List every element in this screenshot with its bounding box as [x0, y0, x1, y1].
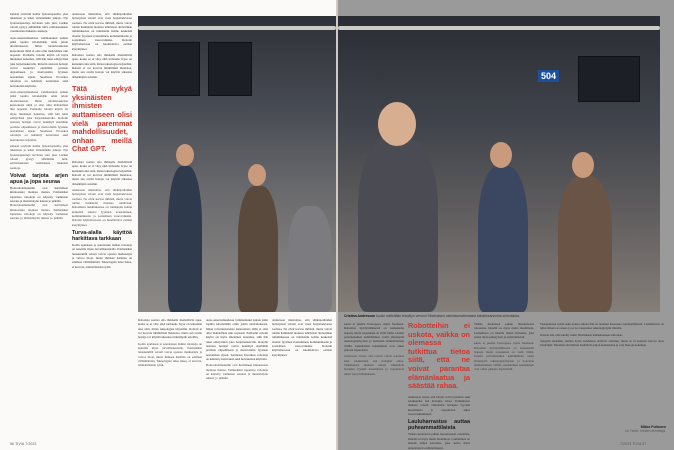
right-column-4	[540, 322, 664, 348]
traveler-figure	[168, 166, 202, 312]
right-col4-quote: Odotan sitä, että tekoäly tekisi Sibeliuksen kahdeksannen sinfonian.	[540, 332, 623, 337]
left-column-1	[10, 12, 68, 221]
traveler-figure-3	[288, 206, 332, 312]
right-column-1	[344, 322, 404, 376]
col2-heading: Turva-alalla käyttöä harkittava tarkkaan	[72, 230, 132, 243]
right-column-2	[408, 322, 470, 450]
left-column-5	[272, 318, 332, 357]
col1-body: Auto-onnettomuudessa vammautunut nainen pääsi lopulta kävelemään omin jaloin uloslaitoksesta. Ilman robottiavusteista kuntoutusta tämä ei olisi ollut mahdollista niin nopeasti. Potilaalle robotin käyttö oli myös mieluinen kokemus, sillä hän tunsi edistyvänsä joka harjoituskerralla. Robotin ansiosta hoitajat voivat keskittyä enemmän potilaan ohjaamiseen ja motivointiin fyysisen nostamisen sijaan. Suomessa Ervonkos robotteja on kehitetty kotiavuksi sekä hoivakotien käyttöön.	[10, 35, 68, 88]
departure-board-right	[578, 56, 640, 102]
left-column-3	[138, 318, 202, 368]
right-col4-tail: Syksyllä tiedetään, kuinka hyvin kahdeksas sinfonia onnistuu, mutta se ei koskaan korvaa aitoa säveltäjää. Tekoälyn sävellykset herättävät paljon keskustelua ja ovat hienoja kokeiluja.	[540, 339, 664, 348]
traveler-figure-2	[238, 186, 278, 312]
cristina-head	[378, 102, 416, 146]
col1-tail-continued: Hoitorobottikokeilut ovat herättäneet kiinnostusta monissa maissa. Esimerkiksi Japanissa robotteja on käytetty vanhusten seurana ja muistelutyön tukena jo pitkään.	[10, 203, 68, 221]
col4-left-body: Auto-onnettomuudessa vammautunut nainen pääsi lopulta kävelemään omin jaloin uloslaitoksesta. Ilman robottiavusteista kuntoutusta tämä ei olisi ollut mahdollista niin nopeasti. Potilaalle robotin käyttö oli myös mieluinen kokemus, sillä hän tunsi edistyvänsä joka harjoituskerralla. Robotin ansiosta hoitajat voivat keskittyä enemmän potilaan ohjaamiseen ja motivointiin fyysisen nostamisen sijaan. Suomessa Ervonkos robotteja on kehitetty kotiavuksi sekä hoivakotien käyttöön.	[206, 318, 268, 362]
departure-board	[158, 42, 200, 96]
cristina-figure	[358, 136, 438, 312]
traveler-head-4	[490, 142, 512, 168]
left-pullquote: Tätä nykyä yksinäisten ihmisten auttamiseen olisi vielä paremmat mahdollisuudet, onhan meillä Chat GPT.	[72, 84, 132, 154]
departure-board-2	[208, 42, 252, 96]
right-pullquote: Robotteihin ei uskota, vaikka on olemassa tutkittua tietoa siitä, että ne voivat parantaa elämänlaatua ja säästää rahaa.	[408, 321, 470, 391]
col1-heading: Voivat tarjota arjen apua ja jopa seuraa	[10, 173, 68, 186]
caption-name: Cristina Andersson	[344, 314, 376, 318]
col2-body-repeat: Robotista saattaa olla ihmiselle merkittävää apua, koska se ei väsy eikä turhaudu. Kyse on kuitenkin aina siitä, miten teknologiaa käytetään. Robotti ei voi korvata inhimillistä läsnäoloa, mutta sen avulla hoitaja voi käyttää aikaansa tärkeämpiin asioihin.	[72, 159, 132, 186]
right-col2-tail: Vaikka Andersson puhuu innostuneesti roboteista, hänellä on myös muita intohimoja. Laulaminen on hänelle tärkeä harrastus, joka auttaa myös puhetyössä ja esiintymisessä.	[408, 432, 470, 450]
col1-tail: Hoitorobottikokeilut ovat herättäneet kiinnostusta monissa maissa. Esimerkiksi Japanissa robotteja on käytetty vanhusten seurana ja muistelutyön tukena jo pitkään.	[10, 186, 68, 204]
col2-body-repeat-2: Andersson muistuttaa, että sähköpotilaiden hoitotyössä robotit ovat vasta harjoittelevassa roolissa. Ne eivät korvaa ihmistä, mutta voivat toimia lisäkätenä monissa tehtävissä. Robotiikan tutkimuksessa on tunnistettu kolme keskeistä aluetta: fyysinen avustaminen, kommunikaatio ja sosiaalinen vuorovaikutus. Robotin käyttöönotossa on huomioitava eettiset kysymykset.	[72, 187, 132, 227]
right-col2-body: Andersson toteaa, että robotit voivat parantaa sekä asiakkaiden että hoitajien arkea. Tutkimusten mukaan robotit vähentävät hoitajien fyysistä kuormitusta ja vapauttavat aikaa vuorovaikutukseen.	[408, 394, 470, 417]
traveler-head-2	[248, 164, 266, 186]
right-col4-body: Vastapainona työlle sekä uransa aikana hän on laulanut kuoroissa vuosikymmeniä. Laulamisesta on tullut tärkeä osa arkea, ja se tuo tasapainoa teknologiatyön rinnalle.	[540, 322, 664, 331]
col3-left-body-2: Kodin apulaisen ja seuralaisen lisäksi robotteja on kokeiltu myös turvallisuusalalla. Esimerkiksi lentokentillä robotit voivat opastaa matkustajia ja valvoa tiloja, mutta ihmisen harkinta on edelleen välttämätöntä. Teknologian tulee tukea, ei korvata, ammattilaisten työtä.	[138, 341, 202, 368]
col2-body: Andersson muistuttaa, että sähköpotilaiden hoitotyössä robotit ovat vasta harjoittelevassa roolissa. Ne eivät korvaa ihmistä, mutta voivat toimia lisäkätenä monissa tehtävissä. Robotiikan tutkimuksessa on tunnistettu kolme keskeistä aluetta: fyysinen avustaminen, kommunikaatio ja sosiaalinen vuorovaikutus. Robotin käyttöönotossa on huomioitava eettiset kysymykset.	[72, 12, 132, 51]
traveler-head	[176, 144, 194, 166]
right-col2-heading: Lauluharrastus auttaa puheammattilaista	[408, 419, 470, 432]
traveler-figure-5	[558, 176, 612, 312]
caption-text: kuului mielellään tekoälyn version Sibeliuksen valmistumattomasta kahdeksannesta sinfoniasta.	[376, 314, 520, 318]
traveler-head-5	[572, 152, 594, 178]
airport-photo-right-part	[338, 16, 660, 312]
gate-sign: 504	[538, 70, 559, 82]
right-col1-body: saisia ei pueille Eurooppaa, myös Suomeen. Robottien hyödyntämisestä on keskusteltu laajasti, mutta toteutuksia on vielä vähän. Uusien palvelumallien kehittäminen vaatii yhteistyötä teknologiayritysten ja hoitoalan ammattilaisten välillä. Asiakkaiden kokemukset ovat olleet pääosin myönteisiä.	[344, 322, 404, 353]
author-credit	[600, 425, 666, 433]
col1-body-continued-2: samaan tarvittiin kolme fysioterapeuttia, yksi tukemaan ja kaksi siirtelemään jalkoja. Nyt fysioterapeutteja tarvitaan vain yksi. Lisäksi robotti pystyy säätämään niitä, eritilaisuuksien vaatimusten mukaisia asentoja.	[10, 143, 68, 170]
col1-body-continued: Auto-onnettomuudessa vammautunut nainen pääsi lopulta kävelemään omin jaloin uloslaitoksesta. Ilman robottiavusteista kuntoutusta tämä ei olisi ollut mahdollista niin nopeasti. Potilaalle robotin käyttö oli myös mieluinen kokemus, sillä hän tunsi edistyvänsä joka harjoituskerralla. Robotin ansiosta hoitajat voivat keskittyä enemmän potilaan ohjaamiseen ja motivointiin fyysisen nostamisen sijaan. Suomessa Ervonkos robotteja on kehitetty kotiavuksi sekä hoivakotien käyttöön.	[10, 89, 68, 142]
author-name: Mikko Puttonen	[640, 425, 666, 429]
col3-left-body: Robotista saattaa olla ihmiselle merkittävää apua, koska se ei väsy eikä turhaudu. Kyse on kuitenkin aina siitä, miten teknologiaa käytetään. Robotti ei voi korvata inhimillistä läsnäoloa, mutta sen avulla hoitaja voi käyttää aikaansa tärkeämpiin asioihin.	[138, 318, 202, 340]
col2-tail: Kodin apulaisen ja seuralaisen lisäksi robotteja on kokeiltu myös turvallisuusalalla. Esimerkiksi lentokentillä robotit voivat opastaa matkustajia ja valvoa tiloja, mutta ihmisen harkinta on edelleen välttämätöntä. Teknologian tulee tukea, ei korvata, ammattilaisten työtä.	[72, 243, 132, 269]
right-col3-body: Vaikka Andersson puhuu innostuneesti roboteista, hänellä on myös muita intohimoja. Laulaminen on hänelle tärkeä harrastus, joka auttaa myös puhetyössä ja esiintymisessä.	[474, 322, 534, 340]
airport-photo-left-part	[138, 16, 336, 312]
col5-left-body: Andersson muistuttaa, että sähköpotilaiden hoitotyössä robotit ovat vasta harjoittelevassa roolissa. Ne eivät korvaa ihmistä, mutta voivat toimia lisäkätenä monissa tehtävissä. Robotiikan tutkimuksessa on tunnistettu kolme keskeistä aluetta: fyysinen avustaminen, kommunikaatio ja sosiaalinen vuorovaikutus. Robotin käyttöönotossa on huomioitava eettiset kysymykset.	[272, 318, 332, 357]
col2-after: Robotista saattaa olla ihmiselle merkittävää apua, koska se ei väsy eikä turhaudu. Kyse on kuitenkin aina siitä, miten teknologiaa käytetään. Robotti ei voi korvata inhimillistä läsnäoloa, mutta sen avulla hoitaja voi käyttää aikaansa tärkeämpiin asioihin.	[72, 53, 132, 79]
col1-intro: samaan tarvittiin kolme fysioterapeuttia, yksi tukemaan ja kaksi siirtelemään jalkoja. Nyt fysioterapeutteja tarvitaan vain yksi. Lisäksi robotti pystyy säätämään niitä, eritilaisuuksien vaatimusten mukaisia asentoja.	[10, 12, 68, 34]
ceiling-light-right	[338, 26, 660, 30]
traveler-figure-4	[478, 166, 528, 312]
left-column-2	[72, 12, 132, 269]
right-col1-body-2: Andersson toteaa, että robotit voivat parantaa sekä asiakkaiden että hoitajien arkea. Tutkimusten mukaan robotit vähentävät hoitajien fyysistä kuormitusta ja vapauttavat aikaa vuorovaikutukseen.	[344, 354, 404, 376]
photo-caption	[344, 314, 644, 318]
left-page-footer: 56 TIVIA 7/2023	[10, 442, 37, 446]
left-column-4	[206, 318, 268, 381]
ceiling-light	[138, 26, 336, 30]
right-column-3	[474, 322, 534, 372]
right-page-footer: 7/2023 TIVIA 57	[620, 442, 647, 446]
author-role: on Tiede- lehden toimittaja.	[625, 429, 666, 434]
right-col3-body-2: saisia ei pueille Eurooppaa, myös Suomeen. Robottien hyödyntämisestä on keskusteltu laajasti, mutta toteutuksia on vielä vähän. Uusien palvelumallien kehittäminen vaatii yhteistyötä teknologiayritysten ja hoitoalan ammattilaisten välillä. Asiakkaiden kokemukset ovat olleet pääosin myönteisiä.	[474, 341, 534, 372]
col4-left-body-2: Hoitorobottikokeilut ovat herättäneet kiinnostusta monissa maissa. Esimerkiksi Japanissa robotteja on käytetty vanhusten seurana ja muistelutyön tukena jo pitkään.	[206, 363, 268, 381]
